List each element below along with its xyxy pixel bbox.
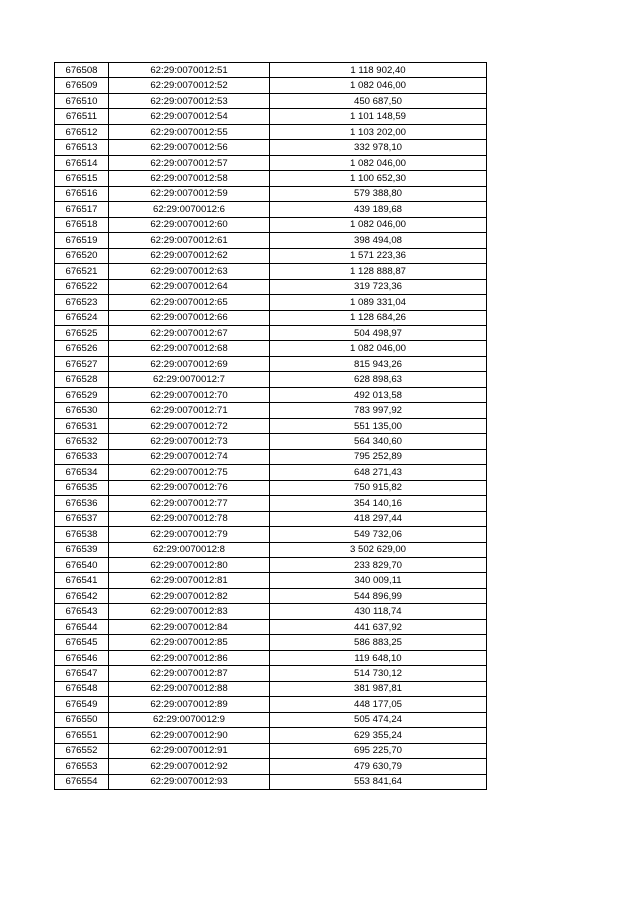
table-row — [55, 387, 487, 402]
cadastral-number-cell: 62:29:0070012:7 — [109, 372, 270, 387]
cadastral-number-cell: 62:29:0070012:55 — [109, 124, 270, 139]
cadastral-number-cell: 62:29:0070012:9 — [109, 712, 270, 727]
row-id-cell: 676529 — [55, 387, 109, 402]
row-id-cell: 676520 — [55, 248, 109, 263]
row-id-cell: 676534 — [55, 465, 109, 480]
row-id-cell: 676554 — [55, 774, 109, 789]
table-row — [55, 681, 487, 696]
row-id-cell: 676549 — [55, 697, 109, 712]
table-row — [55, 155, 487, 170]
row-id-cell: 676537 — [55, 511, 109, 526]
table-row — [55, 527, 487, 542]
cadastral-number-cell: 62:29:0070012:80 — [109, 558, 270, 573]
cadastral-number-cell: 62:29:0070012:73 — [109, 434, 270, 449]
table-row — [55, 109, 487, 124]
cadastral-value-cell: 418 297,44 — [270, 511, 487, 526]
cadastral-value-cell: 340 009,11 — [270, 573, 487, 588]
table-row — [55, 604, 487, 619]
row-id-cell: 676548 — [55, 681, 109, 696]
cadastral-number-cell: 62:29:0070012:8 — [109, 542, 270, 557]
cadastral-value-cell: 783 997,92 — [270, 403, 487, 418]
cadastral-value-cell: 586 883,25 — [270, 635, 487, 650]
row-id-cell: 676553 — [55, 759, 109, 774]
row-id-cell: 676532 — [55, 434, 109, 449]
cadastral-value-cell: 1 103 202,00 — [270, 124, 487, 139]
row-id-cell: 676526 — [55, 341, 109, 356]
table-row — [55, 279, 487, 294]
cadastral-value-cell: 504 498,97 — [270, 325, 487, 340]
cadastral-value-cell: 564 340,60 — [270, 434, 487, 449]
cadastral-number-cell: 62:29:0070012:66 — [109, 310, 270, 325]
cadastral-number-cell: 62:29:0070012:71 — [109, 403, 270, 418]
cadastral-value-cell: 450 687,50 — [270, 93, 487, 108]
row-id-cell: 676513 — [55, 140, 109, 155]
table-row — [55, 728, 487, 743]
row-id-cell: 676515 — [55, 171, 109, 186]
cadastral-value-cell: 479 630,79 — [270, 759, 487, 774]
cadastral-number-cell: 62:29:0070012:64 — [109, 279, 270, 294]
table-row — [55, 434, 487, 449]
row-id-cell: 676552 — [55, 743, 109, 758]
table-row — [55, 78, 487, 93]
cadastral-value-cell: 544 896,99 — [270, 588, 487, 603]
cadastral-number-cell: 62:29:0070012:6 — [109, 202, 270, 217]
table-row — [55, 449, 487, 464]
row-id-cell: 676527 — [55, 356, 109, 371]
cadastral-value-cell: 1 082 046,00 — [270, 217, 487, 232]
cadastral-number-cell: 62:29:0070012:74 — [109, 449, 270, 464]
row-id-cell: 676514 — [55, 155, 109, 170]
cadastral-number-cell: 62:29:0070012:92 — [109, 759, 270, 774]
row-id-cell: 676518 — [55, 217, 109, 232]
cadastral-value-cell: 1 082 046,00 — [270, 341, 487, 356]
row-id-cell: 676510 — [55, 93, 109, 108]
table-row — [55, 650, 487, 665]
cadastral-value-cell: 1 089 331,04 — [270, 295, 487, 310]
row-id-cell: 676508 — [55, 63, 109, 78]
cadastral-value-cell: 492 013,58 — [270, 387, 487, 402]
row-id-cell: 676542 — [55, 588, 109, 603]
cadastral-value-cell: 439 189,68 — [270, 202, 487, 217]
cadastral-number-cell: 62:29:0070012:72 — [109, 418, 270, 433]
cadastral-number-cell: 62:29:0070012:68 — [109, 341, 270, 356]
table-row — [55, 248, 487, 263]
row-id-cell: 676531 — [55, 418, 109, 433]
cadastral-number-cell: 62:29:0070012:57 — [109, 155, 270, 170]
cadastral-number-cell: 62:29:0070012:67 — [109, 325, 270, 340]
cadastral-number-cell: 62:29:0070012:53 — [109, 93, 270, 108]
table-row — [55, 697, 487, 712]
row-id-cell: 676543 — [55, 604, 109, 619]
cadastral-number-cell: 62:29:0070012:88 — [109, 681, 270, 696]
row-id-cell: 676530 — [55, 403, 109, 418]
table-row — [55, 325, 487, 340]
table-row — [55, 465, 487, 480]
cadastral-value-cell: 553 841,64 — [270, 774, 487, 789]
cadastral-number-cell: 62:29:0070012:84 — [109, 619, 270, 634]
table-row — [55, 310, 487, 325]
row-id-cell: 676540 — [55, 558, 109, 573]
row-id-cell: 676523 — [55, 295, 109, 310]
table-row — [55, 558, 487, 573]
cadastral-number-cell: 62:29:0070012:51 — [109, 63, 270, 78]
table-row — [55, 264, 487, 279]
cadastral-number-cell: 62:29:0070012:59 — [109, 186, 270, 201]
cadastral-value-cell: 795 252,89 — [270, 449, 487, 464]
cadastral-number-cell: 62:29:0070012:78 — [109, 511, 270, 526]
cadastral-value-cell: 1 128 684,26 — [270, 310, 487, 325]
cadastral-value-table — [54, 62, 487, 790]
cadastral-value-cell: 628 898,63 — [270, 372, 487, 387]
row-id-cell: 676509 — [55, 78, 109, 93]
cadastral-number-cell: 62:29:0070012:69 — [109, 356, 270, 371]
cadastral-value-cell: 233 829,70 — [270, 558, 487, 573]
table-row — [55, 372, 487, 387]
row-id-cell: 676525 — [55, 325, 109, 340]
table-row — [55, 418, 487, 433]
row-id-cell: 676511 — [55, 109, 109, 124]
table-row — [55, 496, 487, 511]
cadastral-value-cell: 1 571 223,36 — [270, 248, 487, 263]
row-id-cell: 676536 — [55, 496, 109, 511]
table-row — [55, 140, 487, 155]
cadastral-value-cell: 332 978,10 — [270, 140, 487, 155]
table-row — [55, 712, 487, 727]
row-id-cell: 676539 — [55, 542, 109, 557]
row-id-cell: 676547 — [55, 666, 109, 681]
cadastral-number-cell: 62:29:0070012:60 — [109, 217, 270, 232]
cadastral-value-cell: 448 177,05 — [270, 697, 487, 712]
cadastral-value-cell: 381 987,81 — [270, 681, 487, 696]
cadastral-value-cell: 1 082 046,00 — [270, 155, 487, 170]
row-id-cell: 676522 — [55, 279, 109, 294]
cadastral-value-cell: 430 118,74 — [270, 604, 487, 619]
cadastral-number-cell: 62:29:0070012:82 — [109, 588, 270, 603]
row-id-cell: 676519 — [55, 233, 109, 248]
cadastral-value-cell: 398 494,08 — [270, 233, 487, 248]
table-row — [55, 619, 487, 634]
row-id-cell: 676550 — [55, 712, 109, 727]
table-row — [55, 63, 487, 78]
cadastral-number-cell: 62:29:0070012:83 — [109, 604, 270, 619]
row-id-cell: 676535 — [55, 480, 109, 495]
table-row — [55, 573, 487, 588]
table-row — [55, 233, 487, 248]
row-id-cell: 676533 — [55, 449, 109, 464]
row-id-cell: 676521 — [55, 264, 109, 279]
cadastral-number-cell: 62:29:0070012:89 — [109, 697, 270, 712]
row-id-cell: 676546 — [55, 650, 109, 665]
cadastral-value-cell: 648 271,43 — [270, 465, 487, 480]
row-id-cell: 676524 — [55, 310, 109, 325]
cadastral-value-cell: 319 723,36 — [270, 279, 487, 294]
cadastral-value-cell: 629 355,24 — [270, 728, 487, 743]
cadastral-number-cell: 62:29:0070012:85 — [109, 635, 270, 650]
cadastral-value-cell: 505 474,24 — [270, 712, 487, 727]
cadastral-value-cell: 119 648,10 — [270, 650, 487, 665]
cadastral-number-cell: 62:29:0070012:91 — [109, 743, 270, 758]
cadastral-number-cell: 62:29:0070012:70 — [109, 387, 270, 402]
table-row — [55, 202, 487, 217]
cadastral-value-cell: 1 118 902,40 — [270, 63, 487, 78]
cadastral-value-cell: 441 637,92 — [270, 619, 487, 634]
cadastral-number-cell: 62:29:0070012:79 — [109, 527, 270, 542]
cadastral-value-cell: 815 943,26 — [270, 356, 487, 371]
cadastral-value-cell: 1 100 652,30 — [270, 171, 487, 186]
cadastral-number-cell: 62:29:0070012:56 — [109, 140, 270, 155]
table-row — [55, 341, 487, 356]
cadastral-value-cell: 695 225,70 — [270, 743, 487, 758]
row-id-cell: 676551 — [55, 728, 109, 743]
cadastral-value-cell: 514 730,12 — [270, 666, 487, 681]
table-row — [55, 295, 487, 310]
cadastral-number-cell: 62:29:0070012:52 — [109, 78, 270, 93]
table-row — [55, 403, 487, 418]
cadastral-number-cell: 62:29:0070012:87 — [109, 666, 270, 681]
cadastral-number-cell: 62:29:0070012:77 — [109, 496, 270, 511]
cadastral-number-cell: 62:29:0070012:76 — [109, 480, 270, 495]
row-id-cell: 676544 — [55, 619, 109, 634]
table-row — [55, 186, 487, 201]
table-row — [55, 774, 487, 789]
table-row — [55, 124, 487, 139]
table-body — [55, 63, 487, 790]
cadastral-value-cell: 3 502 629,00 — [270, 542, 487, 557]
cadastral-value-cell: 579 388,80 — [270, 186, 487, 201]
row-id-cell: 676528 — [55, 372, 109, 387]
table-row — [55, 588, 487, 603]
table-row — [55, 542, 487, 557]
cadastral-number-cell: 62:29:0070012:58 — [109, 171, 270, 186]
cadastral-value-cell: 551 135,00 — [270, 418, 487, 433]
table-row — [55, 759, 487, 774]
cadastral-value-cell: 549 732,06 — [270, 527, 487, 542]
cadastral-value-cell: 1 128 888,87 — [270, 264, 487, 279]
table-row — [55, 217, 487, 232]
table-row — [55, 666, 487, 681]
cadastral-number-cell: 62:29:0070012:62 — [109, 248, 270, 263]
cadastral-value-cell: 750 915,82 — [270, 480, 487, 495]
cadastral-number-cell: 62:29:0070012:75 — [109, 465, 270, 480]
table-row — [55, 171, 487, 186]
cadastral-value-cell: 354 140,16 — [270, 496, 487, 511]
cadastral-number-cell: 62:29:0070012:81 — [109, 573, 270, 588]
cadastral-number-cell: 62:29:0070012:61 — [109, 233, 270, 248]
row-id-cell: 676516 — [55, 186, 109, 201]
row-id-cell: 676512 — [55, 124, 109, 139]
table-row — [55, 480, 487, 495]
table-row — [55, 93, 487, 108]
row-id-cell: 676541 — [55, 573, 109, 588]
table-row — [55, 356, 487, 371]
table-row — [55, 635, 487, 650]
row-id-cell: 676538 — [55, 527, 109, 542]
cadastral-number-cell: 62:29:0070012:93 — [109, 774, 270, 789]
row-id-cell: 676545 — [55, 635, 109, 650]
table-row — [55, 743, 487, 758]
cadastral-value-cell: 1 101 148,59 — [270, 109, 487, 124]
cadastral-number-cell: 62:29:0070012:63 — [109, 264, 270, 279]
row-id-cell: 676517 — [55, 202, 109, 217]
cadastral-number-cell: 62:29:0070012:65 — [109, 295, 270, 310]
cadastral-number-cell: 62:29:0070012:90 — [109, 728, 270, 743]
cadastral-number-cell: 62:29:0070012:86 — [109, 650, 270, 665]
cadastral-value-cell: 1 082 046,00 — [270, 78, 487, 93]
cadastral-number-cell: 62:29:0070012:54 — [109, 109, 270, 124]
table-row — [55, 511, 487, 526]
